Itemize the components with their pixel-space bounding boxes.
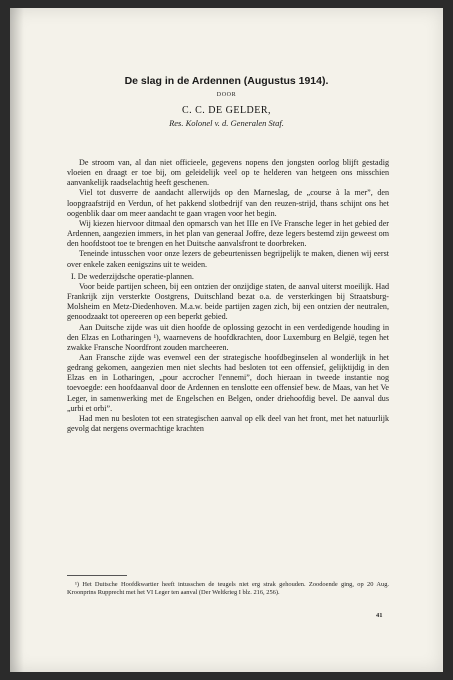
byline: DOOR	[216, 92, 237, 98]
footnote-divider	[67, 575, 127, 576]
article-title: De slag in de Ardennen (Augustus 1914).	[124, 75, 329, 87]
section-heading: I. De wederzijdsche operatie-plannen.	[71, 271, 194, 281]
article-body	[67, 158, 389, 434]
paragraph: Teneinde intusschen voor onze lezers de gebeurtenissen begrijpelijk te maken, dienen wij eerst over enkele zaken eenigszins uit te weiden.	[67, 249, 389, 269]
paragraph: De stroom van, al dan niet officieele, gegevens nopens den jongsten oorlog blijft gestadig vloeien en draagt er toe bij, om geleidelijk veel op te helderen van hetgeen ons misschien aanvankelijk raadselachtig heeft geschenen.	[67, 158, 389, 188]
author-name: C. C. DE GELDER,	[181, 105, 272, 116]
footnote: ¹) Het Duitsche Hoofdkwartier heeft intusschen de teugels niet erg strak gehouden. Zoodoende ging, op 20 Aug. Kroonprins Rupprecht met het VI Leger ten aanval (Der Weltkrieg I blz. 216, 256).	[67, 581, 389, 597]
paragraph: Had men nu besloten tot een strategischen aanval op elk deel van het front, met het natuurlijk gevolg dat nergens overmachtige krachten	[67, 413, 389, 434]
paragraph: Aan Duitsche zijde was uit dien hoofde de oplossing gezocht in een verdedigende houding in den Elzas en Lotharingen ¹), waarnevens de hoofdkrachten, door Luxemburg en België, tegen het zwakke Fransche Noordfront zouden marcheeren.	[67, 322, 389, 352]
paragraph: Wij kiezen hiervoor ditmaal den opmarsch van het IIIe en IVe Fransche leger in het gebied der Ardennen, aangezien immers, in het plan van generaal Joffre, deze legers bestemd zijn geweest om den hoofdstoot toe te brengen en het Duitsche aanvalsfront te doorbreken.	[67, 218, 389, 249]
page-number: 41	[376, 612, 383, 619]
paragraph: Voor beide partijen scheen, bij een ontzien der onzijdige staten, de aanval uiterst moeilijk. Had Frankrijk zijn versterkte Oostgrens, Duitschland bezat o.a. de versterkingen bij Straatsburg-Molsheim en Metz-Diedenhoven. M.a.w. beide partijen zagen zich, bij een ontzien der neutralen, genoodzaakt tot opereeren op een beperkt gebied.	[67, 281, 389, 322]
paragraph: Aan Fransche zijde was evenwel een der strategische hoofdbeginselen al wonderlijk in het gedrang gekomen, aangezien men niet slechts had besloten tot een offensief, gelijktijdig in den Elzas en in Lotharingen, „pour accrocher l'ennemi”, doch hieraan in tweede instantie nog toevoegde: een hoofdaanval door de Ardennen en tenslotte een offensief bew. de Maas, van het Ve Leger, in samenwerking met de Engelschen en Belgen, onder driehoofdig bevel. De aanval dus „urbi et orbi”.	[67, 352, 389, 413]
paragraph: Viel tot dusverre de aandacht allerwijds op den Marneslag, de „course à la mer”, den loopgraafstrijd en Verdun, of het pakkend slotbedrijf van den reuzen-strijd, thans schijnt ons het oogenblik daar om meer aandacht te gaan vragen voor het begin.	[67, 188, 389, 218]
author-affiliation: Res. Kolonel v. d. Generalen Staf.	[169, 118, 284, 128]
document-page	[10, 8, 443, 672]
